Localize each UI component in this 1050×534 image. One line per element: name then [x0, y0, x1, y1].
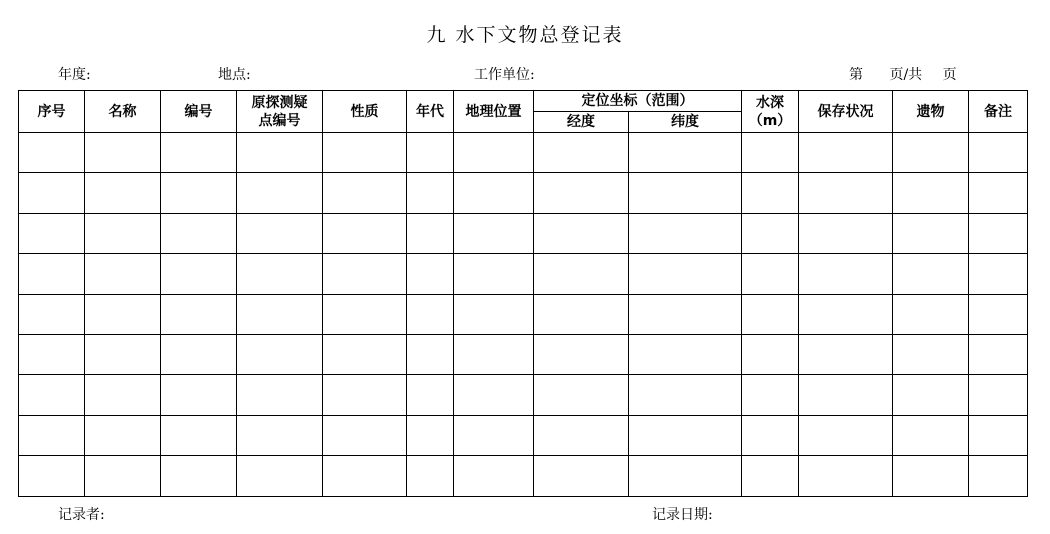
table-cell[interactable] [969, 173, 1028, 213]
table-cell[interactable] [454, 294, 534, 334]
page-indicator [849, 64, 957, 84]
table-cell[interactable] [799, 375, 893, 415]
table-cell[interactable] [534, 173, 629, 213]
table-cell[interactable] [454, 173, 534, 213]
table-cell[interactable] [85, 173, 161, 213]
table-row [19, 133, 1028, 173]
table-cell[interactable] [969, 415, 1028, 455]
table-cell[interactable] [454, 456, 534, 496]
table-cell[interactable] [323, 334, 407, 374]
table-cell[interactable] [534, 456, 629, 496]
table-cell[interactable] [534, 415, 629, 455]
table-row [19, 213, 1028, 253]
table-cell[interactable] [742, 294, 799, 334]
header-era: 年代 [407, 91, 454, 133]
table-cell[interactable] [407, 375, 454, 415]
register-body [19, 133, 1028, 497]
table-cell[interactable] [629, 415, 742, 455]
table-cell[interactable] [742, 415, 799, 455]
table-cell[interactable] [85, 415, 161, 455]
table-cell[interactable] [19, 334, 85, 374]
table-cell[interactable] [161, 173, 237, 213]
table-cell[interactable] [323, 254, 407, 294]
table-cell[interactable] [161, 294, 237, 334]
table-cell[interactable] [237, 415, 323, 455]
register-table [18, 90, 1028, 497]
table-cell[interactable] [969, 254, 1028, 294]
table-cell[interactable] [799, 294, 893, 334]
table-cell[interactable] [893, 213, 969, 253]
table-cell[interactable] [85, 254, 161, 294]
table-row [19, 254, 1028, 294]
header-coordinates: 定位坐标（范围） [534, 91, 742, 112]
table-cell[interactable] [799, 415, 893, 455]
table-cell[interactable] [85, 456, 161, 496]
record-date-label: 记录日期: [652, 507, 713, 523]
table-cell[interactable] [454, 254, 534, 294]
table-cell[interactable] [323, 133, 407, 173]
header-survey-point-line2: 点编号 [258, 112, 301, 129]
table-cell[interactable] [969, 294, 1028, 334]
table-cell[interactable] [407, 173, 454, 213]
table-cell[interactable] [323, 375, 407, 415]
table-cell[interactable] [893, 254, 969, 294]
table-cell[interactable] [893, 456, 969, 496]
table-cell[interactable] [893, 375, 969, 415]
table-cell[interactable] [407, 254, 454, 294]
page-prefix: 第 [849, 67, 863, 83]
table-cell[interactable] [19, 133, 85, 173]
table-cell[interactable] [893, 294, 969, 334]
table-cell[interactable] [969, 456, 1028, 496]
table-cell[interactable] [534, 213, 629, 253]
table-cell[interactable] [629, 173, 742, 213]
table-cell[interactable] [85, 334, 161, 374]
page-suffix: 页 [942, 67, 957, 83]
table-cell[interactable] [629, 254, 742, 294]
table-cell[interactable] [799, 254, 893, 294]
table-cell[interactable] [629, 133, 742, 173]
table-cell[interactable] [454, 133, 534, 173]
table-cell[interactable] [629, 375, 742, 415]
table-cell[interactable] [323, 415, 407, 455]
table-cell[interactable] [454, 334, 534, 374]
table-cell[interactable] [799, 334, 893, 374]
table-cell[interactable] [161, 254, 237, 294]
table-cell[interactable] [407, 213, 454, 253]
table-cell[interactable] [799, 213, 893, 253]
table-cell[interactable] [742, 375, 799, 415]
table-cell[interactable] [237, 213, 323, 253]
header-depth-line1: 水深 [756, 94, 784, 111]
table-cell[interactable] [629, 456, 742, 496]
table-cell[interactable] [407, 133, 454, 173]
table-cell[interactable] [19, 456, 85, 496]
table-cell[interactable] [19, 173, 85, 213]
table-cell[interactable] [161, 375, 237, 415]
location-label: 地点: [218, 67, 251, 83]
table-cell[interactable] [323, 294, 407, 334]
header-depth-line2: （m） [748, 112, 792, 129]
table-cell[interactable] [742, 213, 799, 253]
table-cell[interactable] [534, 294, 629, 334]
header-survey-point-line1: 原探测疑 [251, 94, 308, 111]
recorder-label: 记录者: [58, 507, 105, 523]
header-geo-position: 地理位置 [454, 91, 534, 133]
table-cell[interactable] [969, 133, 1028, 173]
table-cell[interactable] [742, 254, 799, 294]
table-cell[interactable] [161, 415, 237, 455]
header-name: 名称 [85, 91, 161, 133]
table-cell[interactable] [454, 375, 534, 415]
table-cell[interactable] [85, 375, 161, 415]
table-cell[interactable] [407, 456, 454, 496]
header-number: 编号 [161, 91, 237, 133]
table-cell[interactable] [323, 173, 407, 213]
table-cell[interactable] [629, 294, 742, 334]
table-row [19, 415, 1028, 455]
table-cell[interactable] [323, 456, 407, 496]
table-cell[interactable] [85, 213, 161, 253]
table-row [19, 375, 1028, 415]
table-cell[interactable] [407, 294, 454, 334]
table-cell[interactable] [799, 173, 893, 213]
table-cell[interactable] [454, 415, 534, 455]
table-cell[interactable] [19, 415, 85, 455]
table-cell[interactable] [161, 456, 237, 496]
table-cell[interactable] [893, 415, 969, 455]
table-cell[interactable] [969, 375, 1028, 415]
table-cell[interactable] [237, 173, 323, 213]
table-cell[interactable] [742, 133, 799, 173]
table-cell[interactable] [323, 213, 407, 253]
header-survey-point [237, 91, 323, 133]
table-cell[interactable] [85, 133, 161, 173]
table-cell[interactable] [19, 213, 85, 253]
table-cell[interactable] [742, 456, 799, 496]
table-cell[interactable] [19, 294, 85, 334]
table-cell[interactable] [742, 334, 799, 374]
table-cell[interactable] [534, 254, 629, 294]
header-latitude: 纬度 [629, 112, 742, 133]
table-cell[interactable] [237, 294, 323, 334]
table-cell[interactable] [407, 415, 454, 455]
table-row [19, 173, 1028, 213]
table-cell[interactable] [893, 173, 969, 213]
table-cell[interactable] [161, 213, 237, 253]
table-cell[interactable] [534, 334, 629, 374]
table-cell[interactable] [237, 375, 323, 415]
table-cell[interactable] [237, 254, 323, 294]
table-cell[interactable] [893, 334, 969, 374]
table-cell[interactable] [799, 456, 893, 496]
table-cell[interactable] [799, 133, 893, 173]
table-cell[interactable] [534, 133, 629, 173]
table-cell[interactable] [534, 375, 629, 415]
header-depth [742, 91, 799, 133]
table-cell[interactable] [969, 334, 1028, 374]
table-cell[interactable] [629, 334, 742, 374]
table-cell[interactable] [237, 334, 323, 374]
table-cell[interactable] [85, 294, 161, 334]
header-remains: 遗物 [893, 91, 969, 133]
table-cell[interactable] [742, 173, 799, 213]
table-row [19, 456, 1028, 496]
header-serial: 序号 [19, 91, 85, 133]
table-row [19, 334, 1028, 374]
table-cell[interactable] [629, 213, 742, 253]
table-cell[interactable] [969, 213, 1028, 253]
table-cell[interactable] [237, 133, 323, 173]
table-cell[interactable] [161, 133, 237, 173]
table-cell[interactable] [237, 456, 323, 496]
table-cell[interactable] [454, 213, 534, 253]
form-title: 九 水下文物总登记表 [426, 24, 624, 46]
work-unit-label: 工作单位: [474, 67, 535, 83]
header-preservation: 保存状况 [799, 91, 893, 133]
header-longitude: 经度 [534, 112, 629, 133]
table-cell[interactable] [161, 334, 237, 374]
page-middle: 页/共 [889, 67, 923, 83]
header-remarks: 备注 [969, 91, 1028, 133]
table-cell[interactable] [893, 133, 969, 173]
table-cell[interactable] [407, 334, 454, 374]
table-row [19, 294, 1028, 334]
year-label: 年度: [58, 67, 91, 83]
table-cell[interactable] [19, 375, 85, 415]
header-nature: 性质 [323, 91, 407, 133]
table-cell[interactable] [19, 254, 85, 294]
